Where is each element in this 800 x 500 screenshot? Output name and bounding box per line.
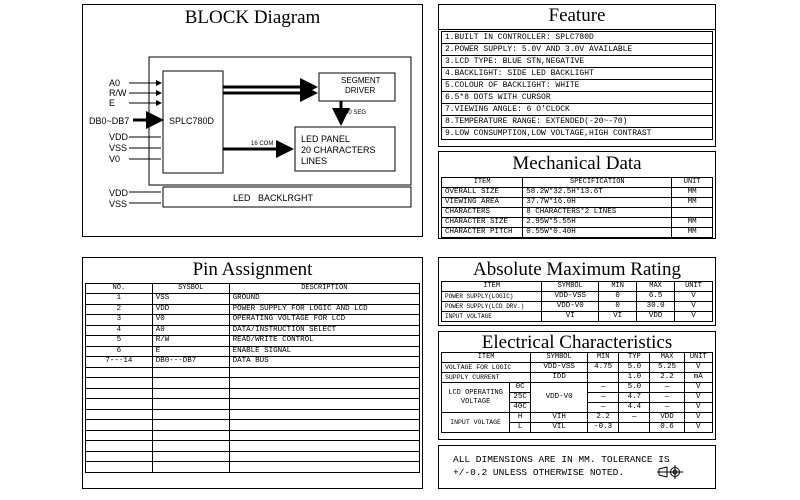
absolute-max-panel — [438, 257, 716, 326]
elec-cell-unit: V — [684, 423, 712, 433]
empty-cell — [86, 430, 153, 441]
mechanical-data-table — [441, 177, 713, 238]
block-diagram-title: BLOCK Diagram — [184, 7, 321, 28]
empty-table-row — [86, 409, 420, 420]
pin-label-v0: V0 — [109, 154, 121, 164]
elec-cell-min: 2.2 — [588, 413, 619, 423]
empty-cell — [229, 388, 419, 399]
feature-item-text: 5.COLOUR OF BACKLIGHT: WHITE — [442, 80, 713, 92]
empty-cell — [152, 420, 229, 431]
elec-cell-typ: 4.4 — [619, 403, 650, 413]
mechanical-cell-unit — [672, 208, 713, 218]
mechanical-cell-spec: 2.95W*5.55H — [523, 218, 672, 228]
mechanical-cell-unit: MM — [672, 198, 713, 208]
elec-cell-unit: V — [684, 403, 712, 413]
empty-cell — [86, 388, 153, 399]
table-row — [86, 357, 420, 368]
pin-cell-description: GROUND — [229, 294, 419, 305]
pin-cell-description: OPERATING VOLTAGE FOR LCD — [229, 315, 419, 326]
elec-cell-max: 5.25 — [650, 363, 684, 373]
table-row — [442, 373, 713, 383]
elec-header-min: MIN — [588, 353, 619, 363]
elec-cell-max: 2.2 — [650, 373, 684, 383]
feature-item — [442, 68, 713, 80]
absolute-max-title: Absolute Maximum Rating — [473, 259, 681, 280]
elec-cell-typ — [619, 423, 650, 433]
mechanical-cell-spec: 58.2W*32.5H*13.6T — [523, 188, 672, 198]
table-row — [442, 188, 713, 198]
feature-item — [442, 56, 713, 68]
absmax-cell-symbol: VDD-V0 — [542, 302, 599, 312]
absmax-header-min: MIN — [599, 282, 637, 292]
feature-item — [442, 32, 713, 44]
feature-item-text: 2.POWER SUPPLY: 5.0V AND 3.0V AVAILABLE — [442, 44, 713, 56]
pin-cell-no: 6 — [86, 346, 153, 357]
empty-cell — [229, 367, 419, 378]
pin-cell-no: 2 — [86, 304, 153, 315]
empty-cell — [152, 367, 229, 378]
empty-cell — [86, 462, 153, 473]
empty-table-row — [86, 462, 420, 473]
projection-symbol-icon — [657, 465, 683, 479]
com-label: 16 COM — [251, 141, 274, 147]
empty-cell — [86, 367, 153, 378]
lcd-operating-voltage-label: LCD OPERATING VOLTAGE — [442, 383, 510, 413]
pin-header-row — [86, 284, 420, 294]
absmax-header-row — [442, 282, 713, 292]
input-voltage-label: INPUT VOLTAGE — [442, 413, 510, 433]
pin-cell-no: 1 — [86, 294, 153, 305]
elec-cell-temperature: 25C — [510, 393, 531, 403]
empty-table-row — [86, 430, 420, 441]
electrical-title: Electrical Characteristics — [481, 332, 673, 353]
absmax-cell-min: 0 — [599, 302, 637, 312]
absmax-cell-unit: V — [675, 302, 713, 312]
elec-cell-unit: V — [684, 413, 712, 423]
feature-item — [442, 116, 713, 128]
mechanical-header-specification: SPECIFICATION — [523, 178, 672, 188]
led-panel-label-3: LINES — [301, 156, 328, 166]
elec-cell-item: VOLTAGE FOR LOGIC — [442, 363, 531, 373]
pin-cell-description: READ/WRITE CONTROL — [229, 336, 419, 347]
mechanical-cell-item: OVERALL SIZE — [442, 188, 523, 198]
empty-cell — [86, 441, 153, 452]
pin-assignment-panel — [82, 257, 423, 489]
empty-cell — [152, 462, 229, 473]
elec-cell-min: — — [588, 383, 619, 393]
pin-cell-symbol: VSS — [152, 294, 229, 305]
empty-table-row — [86, 441, 420, 452]
block-diagram — [83, 29, 421, 234]
empty-cell — [86, 420, 153, 431]
feature-item — [442, 44, 713, 56]
pin-header-no: NO. — [86, 284, 153, 294]
elec-header-symbol: SYMBOL — [531, 353, 588, 363]
table-row — [442, 228, 713, 238]
table-row — [86, 336, 420, 347]
empty-cell — [229, 462, 419, 473]
feature-item — [442, 128, 713, 140]
table-row — [442, 413, 713, 423]
elec-cell-symbol: VIL — [531, 423, 588, 433]
absmax-cell-item: POWER SUPPLY(LCD DRV.) — [442, 302, 542, 312]
mechanical-cell-item: CHARACTER PITCH — [442, 228, 523, 238]
pin-assignment-table — [85, 283, 420, 473]
led-panel-label-1: LED PANEL — [301, 134, 350, 144]
table-row — [86, 325, 420, 336]
feature-panel — [438, 4, 716, 147]
empty-cell — [229, 441, 419, 452]
electrical-panel — [438, 331, 716, 440]
feature-item-text: 6.5*8 DOTS WITH CURSOR — [442, 92, 713, 104]
empty-cell — [152, 430, 229, 441]
pin-cell-symbol: E — [152, 346, 229, 357]
elec-cell-unit: V — [684, 363, 712, 373]
elec-cell-symbol: VDD-VSS — [531, 363, 588, 373]
empty-table-row — [86, 367, 420, 378]
empty-cell — [86, 409, 153, 420]
mechanical-cell-unit: MM — [672, 228, 713, 238]
empty-cell — [86, 378, 153, 389]
feature-title: Feature — [439, 5, 715, 30]
absmax-header-max: MAX — [637, 282, 675, 292]
elec-cell-level: H — [510, 413, 531, 423]
elec-header-unit: UNIT — [684, 353, 712, 363]
pin-cell-symbol: A0 — [152, 325, 229, 336]
table-row — [442, 302, 713, 312]
absmax-header-item: ITEM — [442, 282, 542, 292]
mechanical-header-row — [442, 178, 713, 188]
elec-cell-max: VDD — [650, 413, 684, 423]
elec-cell-unit: mA — [684, 373, 712, 383]
mechanical-cell-unit: MM — [672, 218, 713, 228]
elec-cell-max: — — [650, 403, 684, 413]
pin-header-symbol: SYSBOL — [152, 284, 229, 294]
elec-cell-level: L — [510, 423, 531, 433]
electrical-table — [441, 352, 713, 433]
pin-label-e: E — [109, 98, 116, 108]
feature-item-text: 4.BACKLIGHT: SIDE LED BACKLIGHT — [442, 68, 713, 80]
absolute-max-table — [441, 281, 713, 322]
elec-cell-min: 4.75 — [588, 363, 619, 373]
empty-table-row — [86, 399, 420, 410]
feature-list — [441, 31, 713, 140]
table-row — [442, 198, 713, 208]
mechanical-cell-spec: 0.55W*0.40H — [523, 228, 672, 238]
pin-label-db: DB0~DB7 — [89, 116, 130, 126]
mechanical-cell-spec: 37.7W*16.0H — [523, 198, 672, 208]
led-panel-label-2: 20 CHARACTERS — [301, 145, 376, 155]
pin-cell-description: ENABLE SIGNAL — [229, 346, 419, 357]
tolerance-note-panel — [438, 445, 716, 489]
absmax-cell-min: VI — [599, 312, 637, 322]
mechanical-cell-unit: MM — [672, 188, 713, 198]
pin-header-description: DESCRIPTION — [229, 284, 419, 294]
elec-cell-temperature: 0C — [510, 383, 531, 393]
seg-label: 40 SEG — [345, 110, 367, 116]
pin-cell-symbol: DB0---DB7 — [152, 357, 229, 368]
absmax-cell-max: VDD — [637, 312, 675, 322]
mechanical-header-item: ITEM — [442, 178, 523, 188]
feature-item — [442, 80, 713, 92]
elec-cell-min: — — [588, 403, 619, 413]
table-row — [86, 346, 420, 357]
mechanical-header-unit: UNIT — [672, 178, 713, 188]
backlight-label: LED BACKLRGHT — [233, 193, 314, 203]
pin-label-vdd: VDD — [109, 132, 129, 142]
mechanical-cell-item: CHARACTER SIZE — [442, 218, 523, 228]
empty-cell — [229, 420, 419, 431]
mechanical-data-title: Mechanical Data — [512, 153, 642, 174]
elec-cell-temperature: 40C — [510, 403, 531, 413]
empty-cell — [152, 409, 229, 420]
feature-item-text: 9.LOW CONSUMPTION,LOW VOLTAGE,HIGH CONTRAST — [442, 128, 713, 140]
table-row — [442, 208, 713, 218]
mechanical-cell-spec: 8 CHARACTERS*2 LINES — [523, 208, 672, 218]
elec-cell-typ: 5.0 — [619, 383, 650, 393]
elec-cell-min: -0.3 — [588, 423, 619, 433]
pin-cell-no: 7---14 — [86, 357, 153, 368]
empty-cell — [152, 451, 229, 462]
table-row — [86, 315, 420, 326]
pin-cell-no: 4 — [86, 325, 153, 336]
empty-table-row — [86, 388, 420, 399]
mechanical-cell-item: CHARACTERS — [442, 208, 523, 218]
pin-label-vss-bl: VSS — [109, 199, 128, 209]
elec-header-typ: TYP — [619, 353, 650, 363]
elec-cell-symbol: VIH — [531, 413, 588, 423]
elec-cell-max: 0.6 — [650, 423, 684, 433]
elec-cell-typ: — — [619, 413, 650, 423]
pin-cell-description: DATA/INSTRUCTION SELECT — [229, 325, 419, 336]
absmax-cell-symbol: VI — [542, 312, 599, 322]
elec-cell-symbol: IDD — [531, 373, 588, 383]
pin-cell-description: DATA BUS — [229, 357, 419, 368]
empty-cell — [229, 409, 419, 420]
elec-cell-typ: 1.0 — [619, 373, 650, 383]
block-diagram-panel — [82, 4, 423, 237]
empty-cell — [229, 399, 419, 410]
pin-cell-no: 3 — [86, 315, 153, 326]
absmax-cell-max: 30.0 — [637, 302, 675, 312]
elec-cell-max: — — [650, 393, 684, 403]
empty-cell — [229, 378, 419, 389]
pin-cell-no: 5 — [86, 336, 153, 347]
pin-cell-symbol: R/W — [152, 336, 229, 347]
tolerance-note-line-1: ALL DIMENSIONS ARE IN MM. TOLERANCE IS — [453, 454, 670, 465]
absmax-cell-max: 6.5 — [637, 292, 675, 302]
elec-header-item: ITEM — [442, 353, 531, 363]
elec-cell-symbol: VDD-V0 — [531, 383, 588, 413]
empty-cell — [152, 441, 229, 452]
empty-cell — [152, 388, 229, 399]
elec-cell-item: SUPPLY CURRENT — [442, 373, 531, 383]
pin-label-a0: A0 — [109, 78, 121, 88]
elec-header-max: MAX — [650, 353, 684, 363]
table-row — [442, 383, 713, 393]
elec-cell-typ: 4.7 — [619, 393, 650, 403]
empty-cell — [229, 451, 419, 462]
table-row — [86, 304, 420, 315]
feature-item — [442, 104, 713, 116]
feature-item — [442, 92, 713, 104]
absmax-cell-symbol: VDD-VSS — [542, 292, 599, 302]
absmax-cell-min: 0 — [599, 292, 637, 302]
pin-label-vdd-bl: VDD — [109, 188, 129, 198]
absmax-cell-item: INPUT VOLTAGE — [442, 312, 542, 322]
mechanical-cell-item: VIEWING AREA — [442, 198, 523, 208]
mechanical-data-panel — [438, 151, 716, 239]
pin-label-vss: VSS — [109, 143, 128, 153]
elec-header-row — [442, 353, 713, 363]
absmax-cell-item: POWER SUPPLY(LOGIC) — [442, 292, 542, 302]
empty-cell — [152, 378, 229, 389]
feature-item-text: 7.VIEWING ANGLE: 6 O'CLOCK — [442, 104, 713, 116]
elec-cell-min: — — [588, 393, 619, 403]
pin-assignment-title: Pin Assignment — [192, 259, 313, 280]
pin-cell-symbol: VDD — [152, 304, 229, 315]
absmax-header-symbol: SYMBOL — [542, 282, 599, 292]
pin-cell-description: POWER SUPPLY FOR LOGIC AND LCD — [229, 304, 419, 315]
empty-cell — [229, 430, 419, 441]
table-row — [442, 312, 713, 322]
tolerance-note-line-2: +/-0.2 UNLESS OTHERWISE NOTED. — [453, 467, 625, 478]
absmax-cell-unit: V — [675, 312, 713, 322]
pin-label-rw: R/W — [109, 88, 127, 98]
elec-cell-unit: V — [684, 383, 712, 393]
absmax-cell-unit: V — [675, 292, 713, 302]
empty-cell — [86, 451, 153, 462]
feature-item-text: 3.LCD TYPE: BLUE STN,NEGATIVE — [442, 56, 713, 68]
segment-driver-label-1: SEGMENT — [341, 76, 381, 85]
table-row — [442, 218, 713, 228]
feature-item-text: 1.BUILT IN CONTROLLER: SPLC780D — [442, 32, 713, 44]
table-row — [86, 294, 420, 305]
elec-cell-typ: 5.0 — [619, 363, 650, 373]
absmax-header-unit: UNIT — [675, 282, 713, 292]
controller-label: SPLC780D — [169, 116, 215, 126]
table-row — [442, 363, 713, 373]
pin-cell-symbol: V0 — [152, 315, 229, 326]
empty-table-row — [86, 420, 420, 431]
empty-cell — [86, 399, 153, 410]
elec-cell-min — [588, 373, 619, 383]
elec-cell-unit: V — [684, 393, 712, 403]
feature-item-text: 8.TEMPERATURE RANGE: EXTENDED(-20~-70) — [442, 116, 713, 128]
empty-cell — [152, 399, 229, 410]
table-row — [442, 292, 713, 302]
empty-table-row — [86, 378, 420, 389]
empty-table-row — [86, 451, 420, 462]
elec-cell-max: — — [650, 383, 684, 393]
segment-driver-label-2: DRIVER — [345, 86, 376, 95]
